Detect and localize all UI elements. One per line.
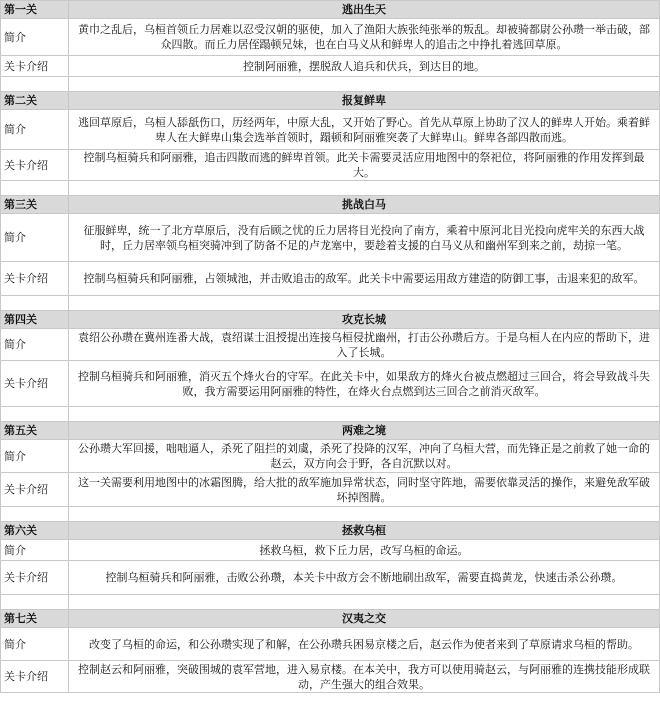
level-header [1,92,660,110]
level-header [1,422,660,440]
level-title[interactable]: 汉夷之交 [69,610,660,628]
level-intro-row [1,661,660,693]
level-intro-text[interactable]: 控制乌桓骑兵和阿丽雅，追击四散而逃的鲜卑首领。此关卡需要灵活应用地图中的祭祀位，将阿丽雅的作用发挥到最大。 [69,150,660,181]
intro-text[interactable]: 拯救乌桓，救下丘力居，改写乌桓的命运。 [69,540,660,561]
level-intro-label[interactable]: 关卡介绍 [1,473,69,507]
level-title[interactable]: 逃出生天 [69,1,660,19]
level-header [1,196,660,214]
intro-row [1,440,660,473]
spacer-cell[interactable] [69,77,660,92]
spacer-cell[interactable] [1,507,69,522]
spacer-cell[interactable] [1,77,69,92]
level-title[interactable]: 两难之境 [69,422,660,440]
level-number[interactable]: 第五关 [1,422,69,440]
level-intro-text[interactable]: 控制乌桓骑兵和阿丽雅，占领城池，并击败追击的敌军。此关卡中需要运用敌方建造的防御工事，击退来犯的敌军。 [69,262,660,296]
intro-row [1,540,660,561]
level-number[interactable]: 第二关 [1,92,69,110]
spacer-row [1,77,660,92]
spacer-row [1,507,660,522]
level-header [1,522,660,540]
spacer-cell[interactable] [1,407,69,422]
level-header [1,1,660,19]
level-intro-text[interactable]: 控制乌桓骑兵和阿丽雅，消灭五个烽火台的守军。在此关卡中，如果敌方的烽火台被点燃超过三回合，将会导致战斗失败，我方需要运用阿丽雅的特性，在烽火台点燃到达三回合之前消灭敌军。 [69,361,660,407]
level-header [1,311,660,329]
level-intro-text[interactable]: 这一关需要利用地图中的冰霜图腾，给大批的敌军施加异常状态，同时坚守阵地，需要依靠灵活的操作，来避免敌军破坏掉图腾。 [69,473,660,507]
level-title[interactable]: 攻克长城 [69,311,660,329]
spacer-row [1,407,660,422]
level-header [1,610,660,628]
intro-label[interactable]: 简介 [1,214,69,262]
level-number[interactable]: 第三关 [1,196,69,214]
intro-label[interactable]: 简介 [1,329,69,361]
level-intro-text[interactable]: 控制赵云和阿丽雅，突破围城的袁军营地，进入易京楼。在本关中，我方可以使用骑赵云，与阿丽雅的连携技能形成联动，产生强大的组合效果。 [69,661,660,693]
spacer-row [1,296,660,311]
level-intro-text[interactable]: 控制乌桓骑兵和阿丽雅，击败公孙瓒，本关卡中敌方会不断地刷出敌军，需要直捣黄龙，快速击杀公孙瓒。 [69,561,660,595]
intro-text[interactable]: 公孙瓒大军回援，咄咄逼人，杀死了阻拦的刘虞，杀死了投降的汉军，冲向了乌桓大营，而先锋正是之前救了她一命的赵云，双方向会于野，各自沉默以对。 [69,440,660,473]
level-intro-label[interactable]: 关卡介绍 [1,561,69,595]
level-intro-label[interactable]: 关卡介绍 [1,262,69,296]
level-number[interactable]: 第七关 [1,610,69,628]
spacer-cell[interactable] [69,296,660,311]
intro-row [1,19,660,56]
level-intro-row [1,150,660,181]
intro-row [1,329,660,361]
level-title[interactable]: 挑战白马 [69,196,660,214]
intro-row [1,628,660,661]
level-intro-row [1,473,660,507]
level-title[interactable]: 报复鲜卑 [69,92,660,110]
spacer-cell[interactable] [69,507,660,522]
intro-text[interactable]: 征服鲜卑，统一了北方草原后，没有后顾之忧的丘力居将目光投向了南方，乘着中原河北目光投向虎牢关的东西大战时，丘力居率领乌桓突骑冲到了防备不足的卢龙塞中，要趁着支援的白马义从和幽州军到来之前，劫掠一笔。 [69,214,660,262]
intro-label[interactable]: 简介 [1,540,69,561]
level-intro-row [1,561,660,595]
spacer-row [1,181,660,196]
spacer-cell[interactable] [69,181,660,196]
level-intro-label[interactable]: 关卡介绍 [1,56,69,77]
level-intro-label[interactable]: 关卡介绍 [1,361,69,407]
spacer-row [1,595,660,610]
level-title[interactable]: 拯救乌桓 [69,522,660,540]
spacer-cell[interactable] [1,181,69,196]
level-number[interactable]: 第一关 [1,1,69,19]
intro-label[interactable]: 简介 [1,110,69,150]
level-intro-label[interactable]: 关卡介绍 [1,150,69,181]
level-intro-row [1,56,660,77]
level-intro-text[interactable]: 控制阿丽雅，摆脱敌人追兵和伏兵，到达目的地。 [69,56,660,77]
spacer-cell[interactable] [69,407,660,422]
intro-text[interactable]: 黄巾之乱后，乌桓首领丘力居难以忍受汉朝的驱使，加入了渔阳大族张纯张举的叛乱。却被骑都尉公孙瓒一举击破，部众四散。而丘力居侄蹋顿兄妹，也在白马义从和鲜卑人的追击之中挣扎着逃回草原。 [69,19,660,56]
intro-text[interactable]: 改变了乌桓的命运，和公孙瓒实现了和解，在公孙瓒兵困易京楼之后，赵云作为使者来到了草原请求乌桓的帮助。 [69,628,660,661]
level-intro-row [1,361,660,407]
intro-label[interactable]: 简介 [1,440,69,473]
spacer-cell[interactable] [69,595,660,610]
level-intro-row [1,262,660,296]
intro-label[interactable]: 简介 [1,628,69,661]
spacer-cell[interactable] [1,296,69,311]
intro-row [1,110,660,150]
intro-text[interactable]: 袁绍公孙瓒在冀州连番大战，袁绍谋士沮授提出连接乌桓侵扰幽州，打击公孙瓒后方。于是乌桓人在内应的帮助下，进入了长城。 [69,329,660,361]
intro-row [1,214,660,262]
intro-text[interactable]: 逃回草原后，乌桓人舔舐伤口，历经两年，中原大乱，又开始了野心。首先从草原上协助了汉人的鲜卑人开始。乘着鲜卑人在大鲜卑山集会选举首领时，蹋顿和阿丽雅突袭了大鲜卑山。鲜卑各部四散而逃。 [69,110,660,150]
level-number[interactable]: 第六关 [1,522,69,540]
level-intro-label[interactable]: 关卡介绍 [1,661,69,693]
spacer-cell[interactable] [1,595,69,610]
intro-label[interactable]: 简介 [1,19,69,56]
level-number[interactable]: 第四关 [1,311,69,329]
